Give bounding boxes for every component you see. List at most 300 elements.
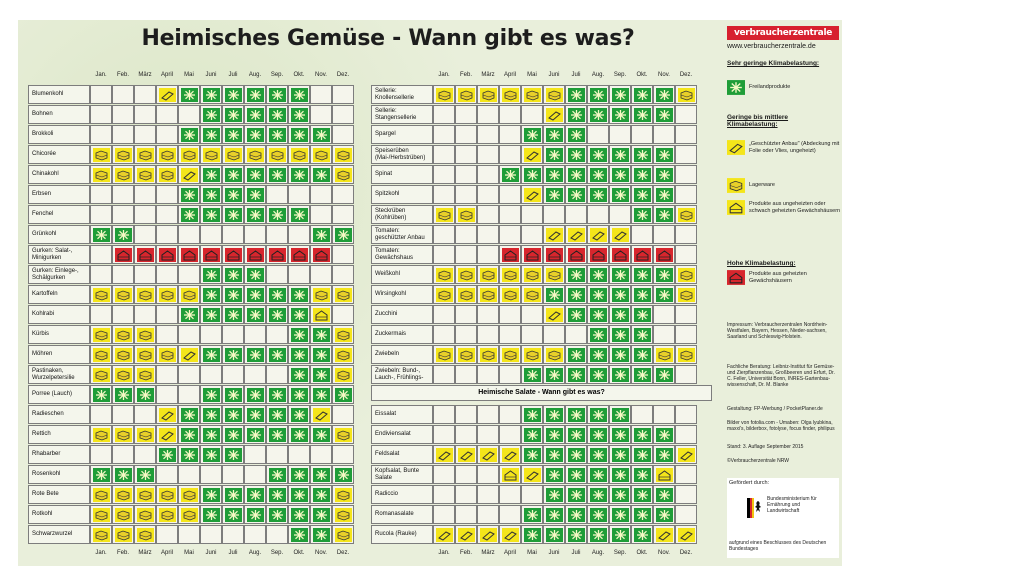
crate-icon	[247, 148, 264, 162]
month-cell	[332, 505, 354, 524]
crate-icon	[502, 288, 519, 302]
month-cell	[200, 145, 222, 164]
month-cell	[587, 205, 609, 224]
month-cell	[433, 325, 455, 344]
month-cell	[288, 425, 310, 444]
month-cell	[156, 425, 178, 444]
sun-icon	[247, 208, 264, 222]
sun-icon	[612, 348, 629, 362]
month-cell	[266, 465, 288, 484]
month-cell	[288, 265, 310, 284]
table-row	[371, 185, 712, 205]
vegetable-name: Tomaten: Gewächshaus	[371, 245, 433, 264]
month-cell	[90, 365, 112, 384]
month-cell	[565, 325, 587, 344]
month-cell	[90, 405, 112, 424]
month-cell	[156, 265, 178, 284]
sun-icon	[203, 508, 220, 522]
month-cell	[433, 225, 455, 244]
sun-icon	[634, 348, 651, 362]
month-cell	[565, 285, 587, 304]
foil-tunnel-icon	[480, 528, 497, 542]
sun-icon	[634, 328, 651, 342]
sun-icon	[634, 368, 651, 382]
crate-icon	[678, 88, 695, 102]
sun-icon	[656, 148, 673, 162]
month-cell	[134, 205, 156, 224]
sun-icon	[546, 128, 563, 142]
brand-url: www.verbraucherzentrale.de	[727, 43, 816, 50]
table-row	[28, 365, 369, 385]
month-cell	[521, 185, 543, 204]
month-cell	[499, 325, 521, 344]
crate-icon	[678, 268, 695, 282]
sun-icon	[568, 508, 585, 522]
sun-icon	[612, 148, 629, 162]
month-cell	[499, 225, 521, 244]
month-label: Juni	[205, 72, 217, 78]
crate-icon	[137, 328, 154, 342]
sun-icon	[634, 288, 651, 302]
crate-icon	[458, 348, 475, 362]
sun-icon	[634, 268, 651, 282]
month-cell	[675, 285, 697, 304]
month-cell	[565, 365, 587, 384]
sun-icon	[590, 308, 607, 322]
month-cell	[266, 325, 288, 344]
month-cell	[565, 425, 587, 444]
month-cell	[631, 165, 653, 184]
heated-greenhouse-icon	[524, 248, 541, 262]
month-cell	[631, 485, 653, 504]
sun-icon	[612, 328, 629, 342]
month-cell	[455, 245, 477, 264]
month-cell	[543, 165, 565, 184]
table-row	[28, 445, 369, 465]
month-cell	[521, 505, 543, 524]
sun-icon	[291, 88, 308, 102]
crate-icon	[181, 488, 198, 502]
month-cell	[244, 325, 266, 344]
crate-icon	[137, 508, 154, 522]
month-cell	[222, 165, 244, 184]
month-cell	[499, 525, 521, 544]
month-cell	[477, 165, 499, 184]
sun-icon	[634, 308, 651, 322]
sun-icon	[247, 108, 264, 122]
month-cell	[90, 225, 112, 244]
table-row	[371, 265, 712, 285]
sun-icon	[291, 508, 308, 522]
month-label: Sep.	[270, 72, 284, 78]
month-cell	[565, 505, 587, 524]
month-cell	[433, 365, 455, 384]
crate-icon	[480, 88, 497, 102]
sun-icon	[524, 408, 541, 422]
funder-label: Gefördert durch:	[729, 480, 770, 486]
foil-tunnel-icon	[458, 448, 475, 462]
month-cell	[587, 245, 609, 264]
month-cell	[90, 525, 112, 544]
month-cell	[310, 105, 332, 124]
crate-icon	[458, 288, 475, 302]
sun-icon	[225, 508, 242, 522]
month-cell	[609, 125, 631, 144]
month-cell	[565, 445, 587, 464]
month-cell	[134, 325, 156, 344]
month-cell	[332, 205, 354, 224]
sun-icon	[546, 408, 563, 422]
month-cell	[433, 245, 455, 264]
table-row	[28, 285, 369, 305]
month-cell	[587, 485, 609, 504]
edition: Stand: 3. Auflage September 2015	[727, 444, 804, 450]
month-cell	[587, 465, 609, 484]
sun-icon	[568, 88, 585, 102]
sun-icon	[568, 128, 585, 142]
month-cell	[521, 425, 543, 444]
month-cell	[332, 465, 354, 484]
month-cell	[222, 225, 244, 244]
sun-icon	[634, 448, 651, 462]
month-cell	[288, 365, 310, 384]
sun-icon	[612, 428, 629, 442]
sun-icon	[590, 348, 607, 362]
month-cell	[455, 85, 477, 104]
month-cell	[499, 125, 521, 144]
month-cell	[178, 245, 200, 264]
month-cell	[266, 265, 288, 284]
heated-greenhouse-icon	[225, 248, 242, 262]
month-cell	[653, 305, 675, 324]
month-cell	[609, 405, 631, 424]
month-cell	[609, 145, 631, 164]
sun-icon	[225, 108, 242, 122]
month-cell	[90, 165, 112, 184]
vegetable-name: Kartoffeln	[28, 285, 90, 304]
month-cell	[222, 185, 244, 204]
greenhouse-icon	[502, 468, 519, 482]
crate-icon	[93, 148, 110, 162]
month-cell	[587, 125, 609, 144]
month-label: Jan.	[438, 72, 450, 78]
month-cell	[332, 165, 354, 184]
month-cell	[609, 305, 631, 324]
crate-icon	[524, 268, 541, 282]
month-cell	[565, 165, 587, 184]
sun-icon	[590, 508, 607, 522]
crate-icon	[458, 268, 475, 282]
month-cell	[134, 525, 156, 544]
month-cell	[455, 185, 477, 204]
month-cell	[631, 325, 653, 344]
month-cell	[521, 325, 543, 344]
table-row	[28, 105, 369, 125]
month-cell	[134, 305, 156, 324]
sun-icon	[590, 368, 607, 382]
month-cell	[178, 405, 200, 424]
month-cell	[244, 185, 266, 204]
month-cell	[222, 125, 244, 144]
month-cell	[266, 345, 288, 364]
month-cell	[543, 225, 565, 244]
foil-tunnel-icon	[159, 428, 176, 442]
month-cell	[675, 105, 697, 124]
month-cell	[200, 385, 222, 404]
month-cell	[477, 185, 499, 204]
table-row	[371, 305, 712, 325]
sun-icon	[313, 368, 330, 382]
table-row	[371, 325, 712, 345]
vegetable-name: Zwiebeln	[371, 345, 433, 364]
month-cell	[178, 505, 200, 524]
sun-icon	[524, 168, 541, 182]
crate-icon	[524, 348, 541, 362]
crate-icon	[115, 148, 132, 162]
month-cell	[288, 125, 310, 144]
month-cell	[90, 205, 112, 224]
foil-tunnel-icon	[502, 448, 519, 462]
month-cell	[310, 385, 332, 404]
low-impact-heading: Sehr geringe Klimabelastung:	[727, 60, 820, 67]
month-cell	[477, 505, 499, 524]
month-label: Juli	[228, 72, 238, 78]
month-cell	[178, 165, 200, 184]
month-cell	[675, 365, 697, 384]
month-cell	[332, 85, 354, 104]
month-cell	[675, 205, 697, 224]
month-label: Nov.	[658, 550, 670, 556]
month-cell	[543, 85, 565, 104]
month-cell	[222, 325, 244, 344]
sun-icon	[247, 488, 264, 502]
high-impact-heading: Hohe Klimabelastung:	[727, 260, 796, 267]
sun-icon	[269, 488, 286, 502]
month-cell	[244, 385, 266, 404]
sun-icon	[291, 488, 308, 502]
month-cell	[200, 225, 222, 244]
vegetable-name: Rettich	[28, 425, 90, 444]
crate-icon	[678, 288, 695, 302]
table-row	[371, 425, 712, 445]
month-cell	[200, 205, 222, 224]
month-cell	[288, 385, 310, 404]
month-cell	[288, 105, 310, 124]
month-cell	[134, 445, 156, 464]
table-row	[28, 245, 369, 265]
month-cell	[244, 485, 266, 504]
month-cell	[156, 105, 178, 124]
month-cell	[112, 345, 134, 364]
crate-icon	[137, 148, 154, 162]
month-cell	[609, 285, 631, 304]
table-row	[371, 105, 712, 125]
heated-greenhouse-icon	[313, 248, 330, 262]
month-cell	[288, 525, 310, 544]
month-cell	[433, 85, 455, 104]
month-cell	[543, 365, 565, 384]
crate-icon	[458, 208, 475, 222]
month-cell	[112, 485, 134, 504]
month-cell	[156, 405, 178, 424]
heated-greenhouse-icon	[656, 248, 673, 262]
crate-icon	[335, 288, 352, 302]
month-cell	[310, 125, 332, 144]
sun-icon	[502, 168, 519, 182]
month-cell	[653, 525, 675, 544]
month-cell	[455, 365, 477, 384]
heated-greenhouse-icon	[291, 248, 308, 262]
month-cell	[543, 145, 565, 164]
month-cell	[156, 365, 178, 384]
sun-icon	[247, 288, 264, 302]
sun-icon	[203, 188, 220, 202]
month-cell	[477, 145, 499, 164]
crate-icon	[159, 288, 176, 302]
sun-icon	[269, 348, 286, 362]
table-row	[371, 485, 712, 505]
month-cell	[90, 285, 112, 304]
month-cell	[222, 465, 244, 484]
month-cell	[178, 265, 200, 284]
sun-icon	[203, 428, 220, 442]
sun-icon	[546, 428, 563, 442]
legend-sidebar	[723, 20, 842, 566]
month-cell	[609, 525, 631, 544]
month-cell	[178, 445, 200, 464]
month-cell	[156, 225, 178, 244]
table-row	[28, 385, 369, 405]
month-cell	[178, 85, 200, 104]
sun-icon	[335, 388, 352, 402]
month-cell	[521, 125, 543, 144]
month-cell	[288, 185, 310, 204]
month-cell	[222, 405, 244, 424]
month-cell	[631, 225, 653, 244]
sun-icon	[181, 448, 198, 462]
sun-icon	[590, 108, 607, 122]
month-cell	[222, 265, 244, 284]
expert-advice: Fachliche Beratung: Leibniz-Institut für Gemüse- und Zierpflanzenbau, Großbeeren und Erfurt, Dr. C. Feller, Universität Bonn, INRES-Gartenbau-wissenschaft, Dr. M. Blanke	[727, 364, 835, 388]
month-cell	[477, 325, 499, 344]
sun-icon	[181, 428, 198, 442]
legend-storage-label: Lagerware	[749, 182, 775, 188]
month-cell	[222, 205, 244, 224]
month-cell	[565, 465, 587, 484]
sun-icon	[656, 108, 673, 122]
vegetable-name: Feldsalat	[371, 445, 433, 464]
month-cell	[156, 205, 178, 224]
month-cell	[587, 165, 609, 184]
month-cell	[112, 245, 134, 264]
vegetable-name: Möhren	[28, 345, 90, 364]
salad-section-title: Heimische Salate - Wann gibt es was?	[371, 385, 712, 401]
month-cell	[332, 485, 354, 504]
month-cell	[455, 125, 477, 144]
sun-icon	[590, 288, 607, 302]
sun-icon	[203, 88, 220, 102]
sun-icon	[225, 428, 242, 442]
sun-icon	[225, 128, 242, 142]
month-cell	[332, 405, 354, 424]
sun-icon	[656, 88, 673, 102]
month-cell	[266, 145, 288, 164]
vegetable-name: Bohnen	[28, 105, 90, 124]
month-cell	[178, 125, 200, 144]
month-cell	[433, 285, 455, 304]
sun-icon	[568, 488, 585, 502]
month-cell	[178, 365, 200, 384]
vegetable-name: Chinakohl	[28, 165, 90, 184]
month-cell	[653, 425, 675, 444]
crate-icon	[203, 148, 220, 162]
sun-icon	[203, 108, 220, 122]
month-cell	[332, 365, 354, 384]
month-label: Jan.	[438, 550, 450, 556]
table-row	[371, 125, 712, 145]
table-row	[371, 145, 712, 165]
month-cell	[112, 105, 134, 124]
crate-icon	[335, 508, 352, 522]
table-row	[371, 445, 712, 465]
month-cell	[156, 345, 178, 364]
month-cell	[521, 365, 543, 384]
month-cell	[134, 485, 156, 504]
crate-icon	[678, 208, 695, 222]
month-cell	[266, 165, 288, 184]
sun-icon	[590, 88, 607, 102]
sun-icon	[291, 368, 308, 382]
month-cell	[200, 265, 222, 284]
month-cell	[477, 265, 499, 284]
month-cell	[244, 505, 266, 524]
month-cell	[565, 265, 587, 284]
month-cell	[310, 145, 332, 164]
vegetable-name: Brokkoli	[28, 125, 90, 144]
month-cell	[565, 485, 587, 504]
month-cell	[477, 425, 499, 444]
month-cell	[310, 345, 332, 364]
sun-icon	[546, 488, 563, 502]
sun-icon	[568, 148, 585, 162]
sun-icon	[181, 408, 198, 422]
month-cell	[477, 85, 499, 104]
month-cell	[200, 485, 222, 504]
sun-icon	[568, 348, 585, 362]
month-cell	[310, 325, 332, 344]
month-cell	[653, 505, 675, 524]
greenhouse-icon	[313, 308, 330, 322]
month-cell	[433, 165, 455, 184]
sun-icon	[247, 188, 264, 202]
sun-icon	[203, 348, 220, 362]
legend-foil-label: „Geschützter Anbau" (Abdeckung mit Folie oder Vlies, ungeheizt)	[749, 141, 840, 154]
table-row	[28, 125, 369, 145]
table-row	[371, 465, 712, 485]
month-cell	[178, 485, 200, 504]
month-cell	[332, 225, 354, 244]
month-cell	[134, 405, 156, 424]
month-label: Okt.	[636, 550, 648, 556]
month-label: April	[503, 550, 516, 556]
sun-icon	[524, 508, 541, 522]
sun-icon	[225, 88, 242, 102]
month-cell	[521, 305, 543, 324]
sun-icon	[291, 128, 308, 142]
month-cell	[288, 165, 310, 184]
sun-icon	[291, 388, 308, 402]
month-cell	[499, 425, 521, 444]
